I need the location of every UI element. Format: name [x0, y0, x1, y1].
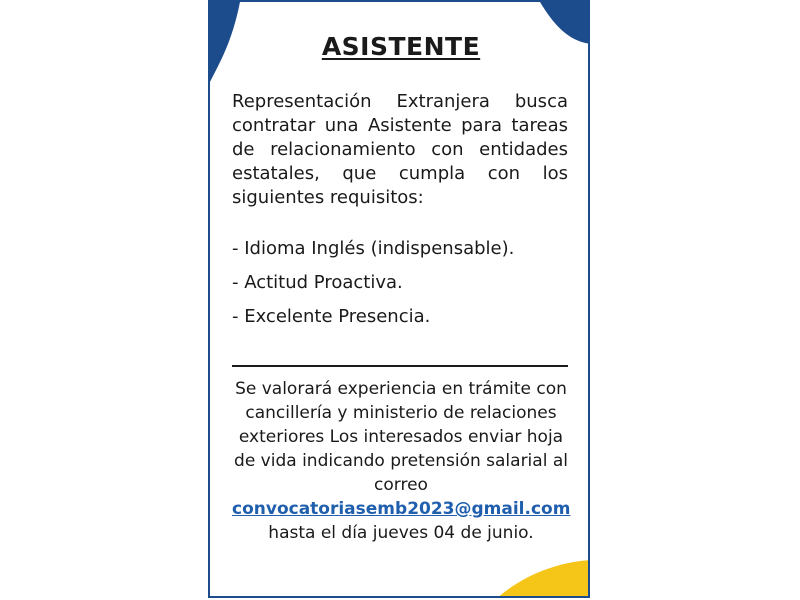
posting-intro: Representación Extranjera busca contratar una Asistente para tareas de relacionamiento con entidades estatales, que cumpla con los siguientes requisitos:	[232, 91, 568, 208]
posting-title: ASISTENTE	[321, 32, 481, 61]
requirements-list	[232, 236, 572, 338]
requirement-item: - Actitud Proactiva.	[232, 272, 403, 293]
section-divider	[232, 365, 568, 367]
job-posting-card	[208, 0, 590, 598]
requirement-item: - Idioma Inglés (indispensable).	[232, 238, 515, 259]
email-link[interactable]: convocatoriasemb2023@gmail.com	[232, 499, 571, 519]
closing-paragraph	[232, 377, 570, 545]
closing-text: Se valorará experiencia en trámite con cancillería y ministerio de relaciones exteriores Los interesados enviar hoja de vida indicando pretensión salarial al correo	[234, 379, 568, 495]
deadline-text: hasta el día jueves 04 de junio.	[268, 523, 534, 543]
bottom-right-yellow-shape	[495, 560, 590, 598]
requirement-item: - Excelente Presencia.	[232, 306, 431, 327]
